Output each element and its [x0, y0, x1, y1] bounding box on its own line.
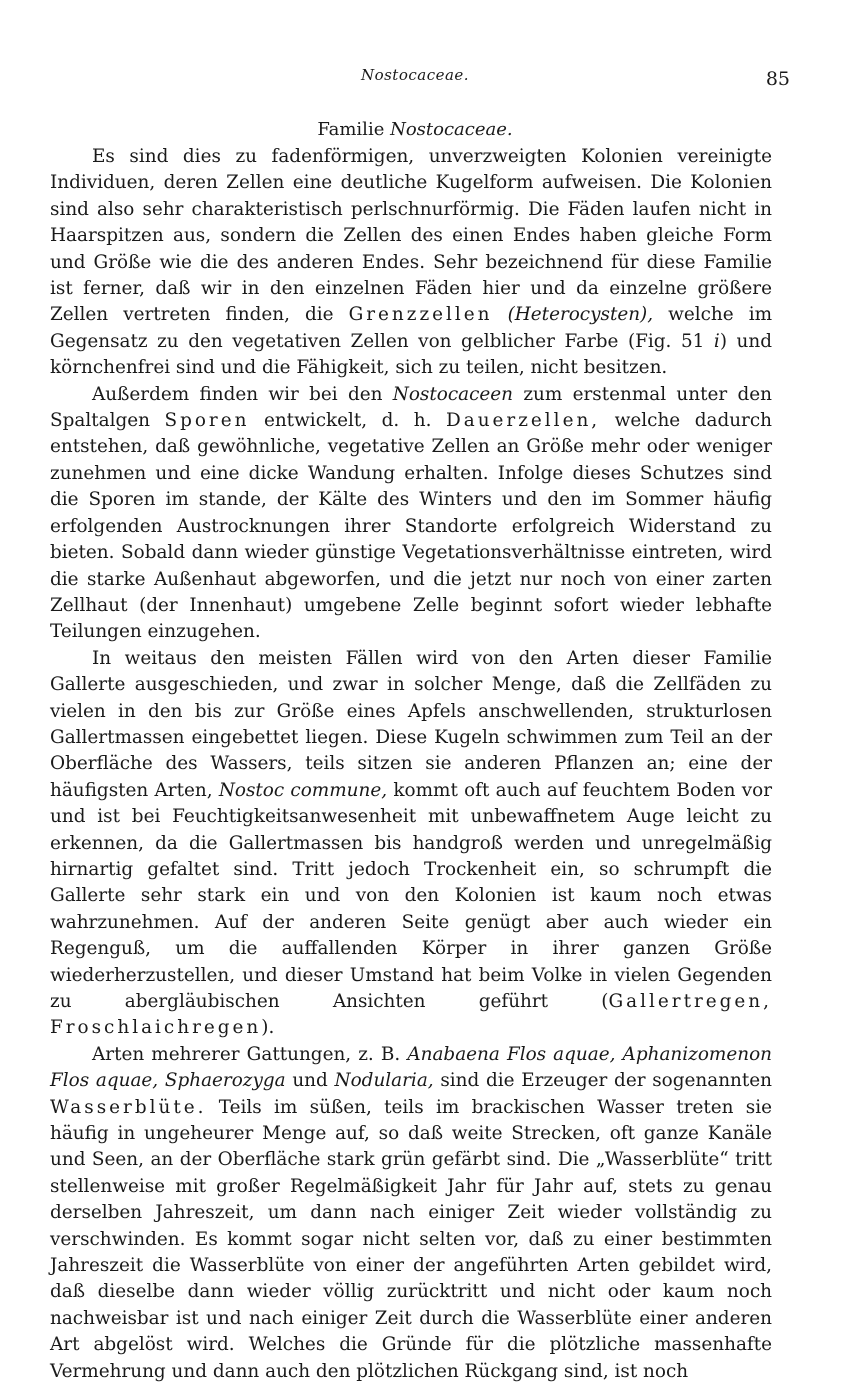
paragraph	[50, 646, 772, 1042]
text-run: Anabaena Flos aquae, Aphanizomenon Flos aquae, Sphaerozyga	[50, 1043, 772, 1092]
text-run: Sporen	[164, 410, 250, 432]
text-run: welche dadurch entstehen, daß gewöhnliche, vegetative Zellen an Größe mehr oder weniger zunehmen und eine dicke Wandung erhalten. Infolge dieses Schutzes sind die Sporen im stande, der Kälte des Winters und den im Sommer häufig erfolgenden Austrocknungen ihrer Standorte erfolgreich Widerstand zu bieten. Sobald dann wieder günstige Vegetationsverhältnisse eintreten, wird die starke Außenhaut abgeworfen, und die jetzt nur noch von einer zarten Zellhaut (der Innenhaut) umgebene Zelle beginnt sofort wieder lebhafte Teilungen einzugehen.	[50, 410, 772, 643]
text-run: Gallertregen, Froschlaichregen	[50, 991, 772, 1039]
body-text	[50, 144, 772, 1385]
paragraph	[50, 382, 772, 646]
running-head	[40, 66, 790, 90]
text-run: und	[285, 1070, 335, 1092]
text-run: Außerdem finden wir bei den	[92, 383, 393, 405]
text-run: Es sind dies zu fadenförmigen, unverzweigten Kolonien vereinigte Individuen, deren Zellen eine deutliche Kugelform aufweisen. Die Kolonien sind also sehr charakteristisch perlschnurförmig. Die Fäden laufen nicht in Haarspitzen aus, sondern die Zellen des einen Endes haben gleiche Form und Größe wie die des anderen Endes. Sehr bezeichnend für diese Familie ist ferner, daß wir in den einzelnen Fäden hier und da einzelne größere Zellen vertreten finden, die	[50, 146, 772, 326]
paragraph	[50, 144, 772, 382]
section-heading-name: Nostocaceae.	[390, 119, 513, 140]
text-run: zum erstenmal unter den Spaltalgen	[50, 383, 772, 432]
page-number: 85	[765, 68, 790, 90]
text-run: welche im Gegensatz zu den vegetativen Zellen von gelblicher Farbe (Fig. 51	[50, 304, 773, 352]
text-run: ) und körnchenfrei sind und die Fähigkeit, sich zu teilen, nicht besitzen.	[50, 330, 773, 379]
running-title: Nostocaceae.	[360, 66, 470, 84]
text-run: Dauerzellen,	[446, 410, 601, 432]
text-run: entwickelt, d. h.	[249, 410, 446, 432]
text-run: (Heterocysten),	[507, 304, 654, 326]
text-run: kommt oft auch auf feuchtem Boden vor und ist bei Feuchtigkeitsanwesenheit mit unbewaffnetem Auge leicht zu erkennen, da die Gallertmassen bis handgroß werden und unregelmäßig hirnartig gefaltet sind. Tritt jedoch Trockenheit ein, so schrumpft die Gallerte sehr stark ein und von den Kolonien ist kaum noch etwas wahrzunehmen. Auf der anderen Seite genügt aber auch wieder ein Regenguß, um die auffallenden Körper in ihrer ganzen Größe wiederherzustellen, und dieser Umstand hat beim Volke in vielen Gegenden zu abergläubischen Ansichten geführt (	[50, 779, 772, 1012]
text-run: Teils im süßen, teils im brackischen Wasser treten sie häufig in ungeheurer Menge auf, so daß weite Strecken, oft ganze Kanäle und Seen, an der Oberfläche stark grün gefärbt sind. Die „Wasserblüte“ tritt stellenweise mit großer Regelmäßigkeit Jahr für Jahr auf, stets zu genau derselben Jahreszeit, um dann nach einiger Zeit wieder vollständig zu verschwinden. Es kommt sogar nicht selten vor, daß zu einer bestimmten Jahreszeit die Wasserblüte von einer der angeführten Arten gebildet wird, daß dieselbe dann wieder völlig zurücktritt und nicht oder kaum noch nachweisbar ist und nach einiger Zeit durch die Wasserblüte einer anderen Art abgelöst wird. Welches die Gründe für die plötzliche massenhafte Vermehrung und dann auch den plötzlichen Rückgang sind, ist noch	[50, 1096, 772, 1382]
text-run: Grenzzellen	[348, 304, 493, 326]
text-run: Nostoc commune,	[218, 779, 388, 801]
section-heading	[50, 118, 780, 142]
text-run: i	[713, 330, 720, 352]
text-run: ).	[261, 1017, 275, 1039]
text-run: Nodularia,	[334, 1070, 434, 1092]
text-run: Nostocaceen	[392, 383, 514, 405]
paragraph	[50, 1042, 772, 1385]
text-run: Arten mehrerer Gattungen, z. B.	[92, 1043, 408, 1065]
text-run: Wasserblüte.	[50, 1096, 207, 1118]
text-run	[493, 304, 508, 325]
text-run: In weitaus den meisten Fällen wird von den Arten dieser Familie Gallerte ausgeschieden, und zwar in solcher Menge, daß die Zellfäden zu vielen in den bis zur Größe eines Apfels anschwellenden, strukturlosen Gallertmassen eingebettet liegen. Diese Kugeln schwimmen zum Teil an der Oberfläche des Wassers, teils sitzen sie anderen Pflanzen an; eine der häufigsten Arten,	[50, 647, 772, 801]
section-heading-prefix: Familie	[317, 119, 391, 140]
text-run: sind die Erzeuger der sogenannten	[433, 1070, 773, 1092]
